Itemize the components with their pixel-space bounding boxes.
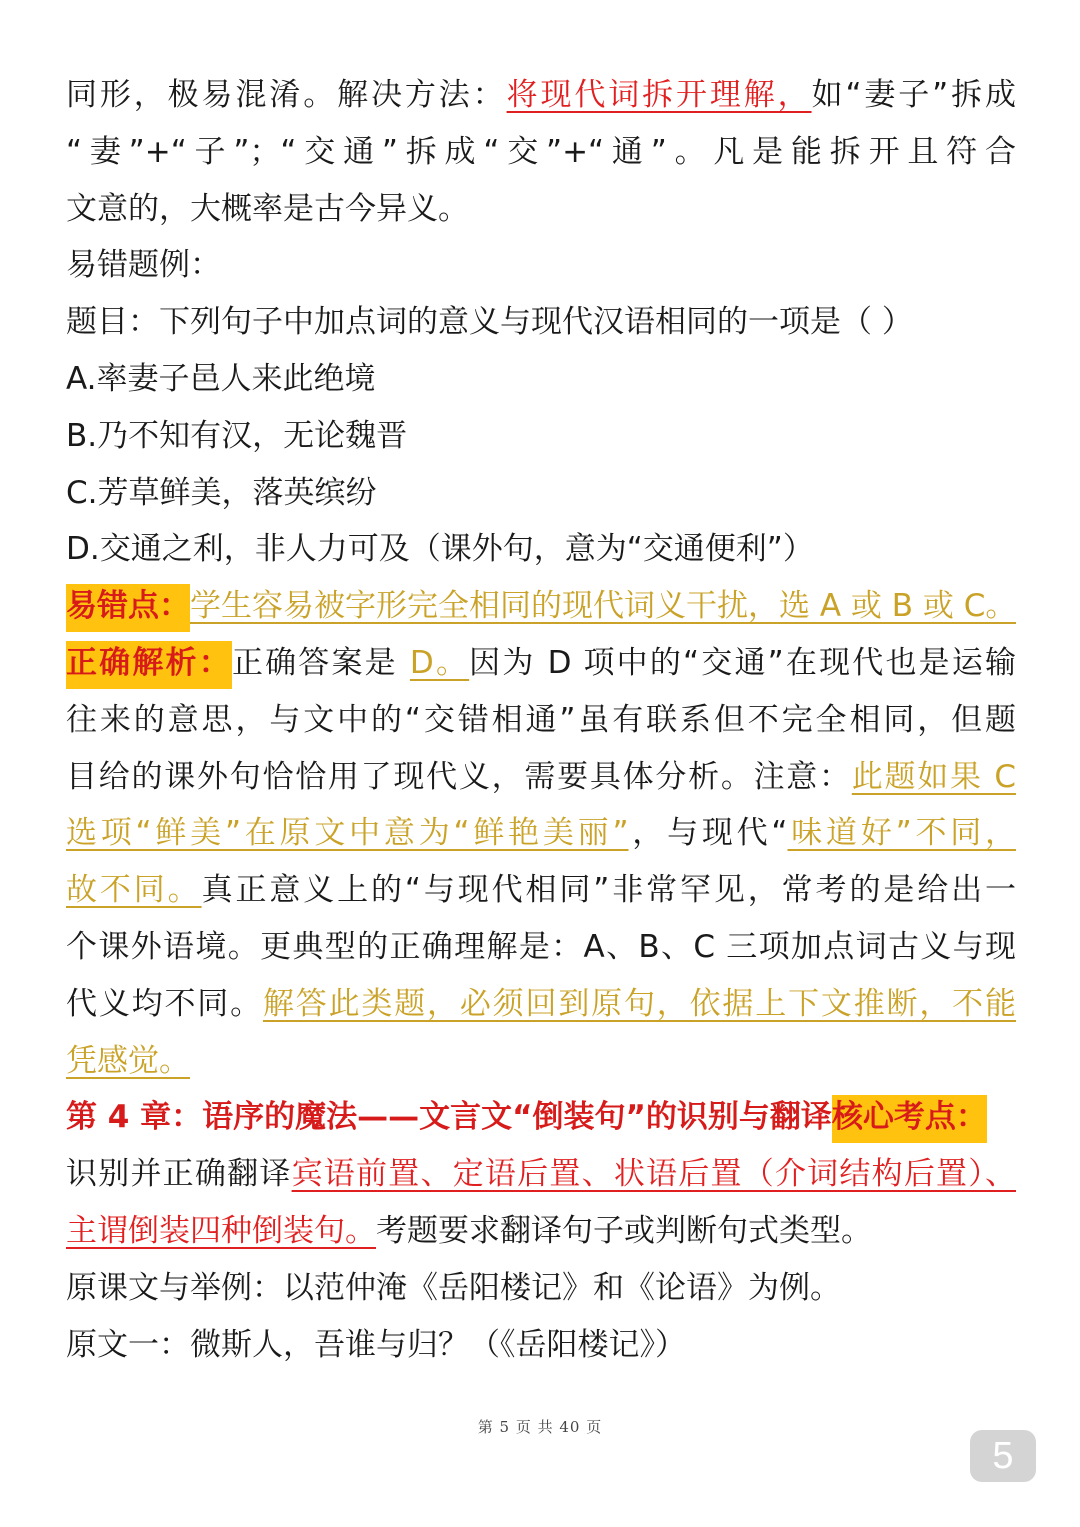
paragraph-line: 原文一：微斯人，吾谁与归？（《岳阳楼记》） (66, 1326, 686, 1363)
paragraph-line (66, 805, 1016, 862)
text-run: 考题要求翻译句子或判断句式类型。 (376, 1212, 872, 1249)
paragraph-line: 往来的意思，与文中的“交错相通”虽有联系但不完全相同，但题 (66, 701, 1016, 738)
key-point-label: 核心考点： (832, 1095, 987, 1143)
text-run: 代义均不同。 (66, 985, 263, 1022)
text-run: 如“妻子”拆成 (811, 77, 1016, 113)
paragraph-line: 文意的，大概率是古今异义。 (66, 190, 469, 227)
paragraph-line (66, 976, 1016, 1033)
text-run: 因为 D 项中的“交通”在现代也是运输 (469, 644, 1016, 681)
paragraph-line (66, 862, 1016, 919)
highlight-run: 将现代词拆开理解， (506, 77, 812, 113)
highlight-run: 主谓倒装四种倒装句。 (66, 1212, 376, 1249)
page-footer: 第 5 页 共 40 页 (477, 1418, 603, 1436)
highlight-run: 故不同。 (66, 872, 202, 909)
chapter-heading (66, 1089, 1016, 1146)
highlight-run: 选项“鲜美”在原文中意为“鲜艳美丽” (66, 815, 629, 852)
analysis-line (66, 635, 1016, 692)
highlight-run: 宾语前置、定语后置、状语后置（介词结构后置）、 (291, 1156, 1016, 1193)
text-run: 识别并正确翻译 (66, 1156, 292, 1193)
paragraph-line: 原课文与举例：以范仲淹《岳阳楼记》和《论语》为例。 (66, 1269, 841, 1306)
section-heading: 易错题例： (66, 247, 221, 284)
option-d: D.交通之利，非人力可及（课外句，意为“交通便利”） (66, 531, 814, 568)
highlight-run: 凭感觉。 (66, 1042, 190, 1079)
text-run: 目给的课外句恰恰用了现代义，需要具体分析。注意： (66, 758, 852, 795)
option-c: C.芳草鲜美，落英缤纷 (66, 474, 377, 511)
paragraph-line (66, 749, 1016, 806)
highlight-run: D。 (409, 644, 470, 681)
highlight-run: 味道好”不同， (787, 815, 1016, 852)
paragraph-line (66, 1203, 1016, 1260)
paragraph-line (66, 1033, 1016, 1090)
highlight-run: 学生容易被字形完全相同的现代词义干扰，选 A 或 B 或 C。 (190, 588, 1016, 625)
paragraph-line (66, 1146, 1016, 1203)
error-point-label: 易错点： (66, 584, 190, 632)
chapter-title: 第 4 章：语序的魔法——文言文“倒装句”的识别与翻译 (66, 1099, 832, 1136)
highlight-run: 此题如果 C (851, 758, 1016, 795)
paragraph-line: “妻”+“子”；“交通”拆成“交”+“通”。凡是能拆开且符合 (66, 133, 1016, 170)
page-number-badge: 5 (970, 1430, 1036, 1482)
option-a: A.率妻子邑人来此绝境 (66, 360, 376, 397)
text-run: 正确答案是 (231, 644, 410, 681)
question-stem: 题目：下列句子中加点词的意义与现代汉语相同的一项是（ ） (66, 304, 913, 341)
text-run: 真正意义上的“与现代相同”非常罕见，常考的是给出一 (201, 872, 1016, 909)
paragraph-line (66, 67, 1016, 124)
analysis-label: 正确解析： (66, 641, 232, 689)
option-b: B.乃不知有汉，无论魏晋 (66, 417, 408, 454)
text-run: 同形，极易混淆。解决方法： (66, 77, 507, 113)
highlight-run: 解答此类题，必须回到原句，依据上下文推断，不能 (262, 985, 1016, 1022)
text-run: ，与现代“ (628, 815, 788, 852)
paragraph-line: 个课外语境。更典型的正确理解是：A、B、C 三项加点词古义与现 (66, 928, 1016, 965)
error-point-line (66, 578, 1016, 635)
document-body (66, 67, 1016, 1373)
